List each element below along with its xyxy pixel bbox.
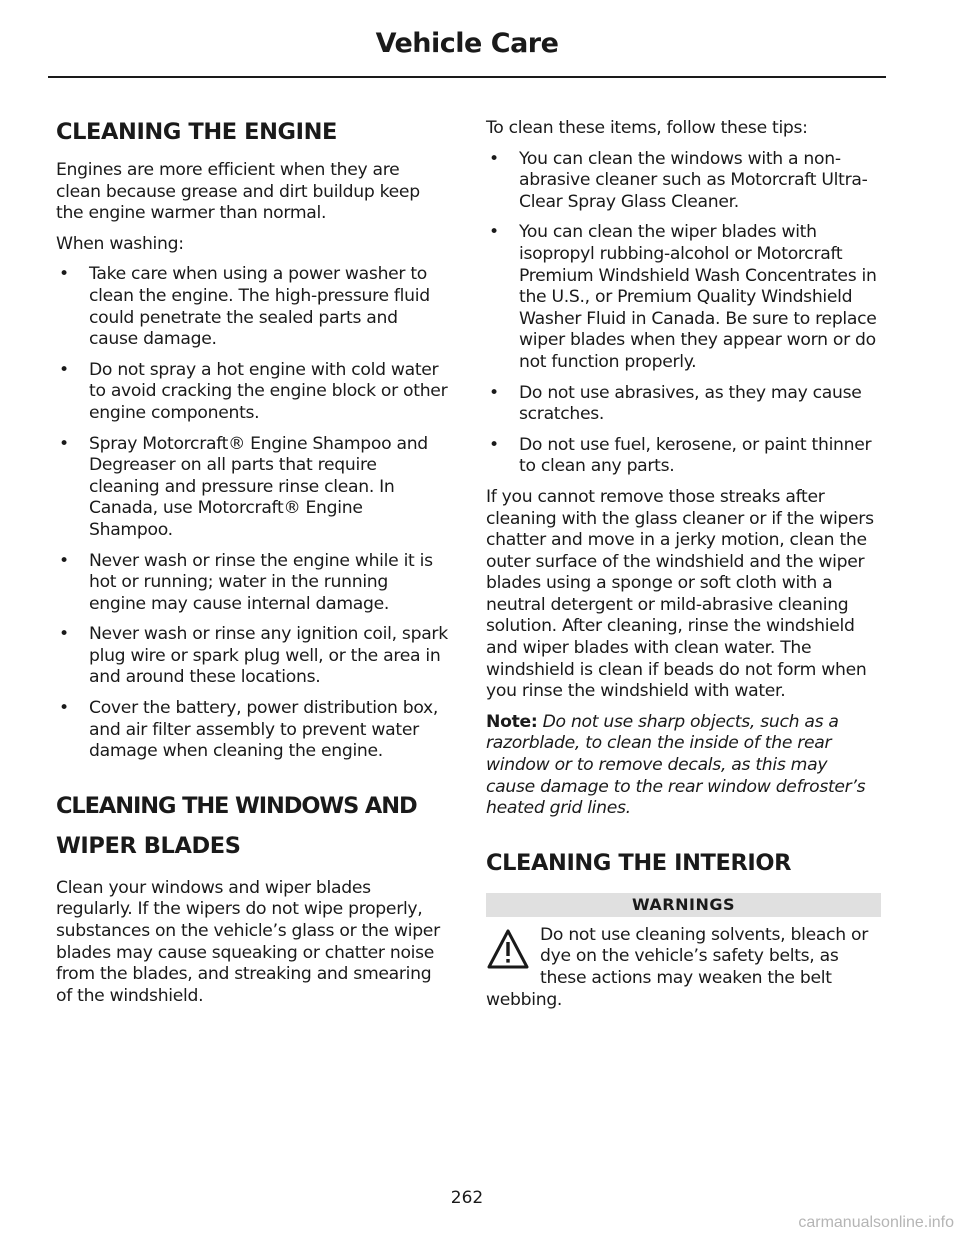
- section-heading-engine: CLEANING THE ENGINE: [56, 119, 337, 145]
- list-item-text: You can clean the windows with a non-abrasive cleaner such as Motorcraft Ultra-Clear Spray Glass Cleaner.: [519, 148, 868, 212]
- windows-intro: Clean your windows and wiper blades regularly. If the wipers do not wipe properly, substances on the vehicle’s glass or the wiper blades may cause squeaking or chatter noise from the blades, and streaking and smearing of the windshield.: [56, 877, 440, 1006]
- warning-text: Do not use cleaning solvents, bleach or dye on the vehicle’s safety belts, as these actions may weaken the belt webbing.: [486, 924, 868, 1010]
- list-item: [486, 222, 881, 373]
- bullet-icon: •: [59, 550, 69, 571]
- list-item: [486, 383, 881, 426]
- list-item-text: Do not spray a hot engine with cold water to avoid cracking the engine block or other engine components.: [89, 359, 448, 423]
- list-item: [486, 435, 881, 478]
- bullet-icon: •: [59, 624, 69, 645]
- list-item: [56, 551, 449, 616]
- list-item: [56, 698, 449, 763]
- note-text: Do not use sharp objects, such as a razorblade, to clean the inside of the rear window or to remove decals, as this may cause damage to the rear window defroster’s heated grid lines.: [486, 711, 866, 819]
- warnings-title: WARNINGS: [486, 893, 881, 917]
- engine-bullet-list: [56, 264, 449, 762]
- list-item: [56, 434, 449, 542]
- list-item-text: Do not use fuel, kerosene, or paint thinner to clean any parts.: [519, 434, 872, 477]
- list-item: [56, 624, 449, 689]
- list-item: [56, 360, 449, 425]
- watermark: carmanualsonline.info: [798, 1214, 954, 1231]
- note-label: Note:: [486, 711, 538, 732]
- bullet-icon: •: [59, 698, 69, 719]
- right-column: [486, 118, 881, 1011]
- bullet-icon: •: [489, 382, 499, 403]
- warning-body: [486, 925, 881, 1011]
- page-number: 262: [450, 1188, 484, 1208]
- warnings-box: [486, 893, 881, 1011]
- list-item-text: Take care when using a power washer to clean the engine. The high-pressure fluid could penetrate the sealed parts and cause damage.: [89, 264, 430, 350]
- list-item: [486, 149, 881, 214]
- windows-streaks-paragraph: If you cannot remove those streaks after cleaning with the glass cleaner or if the wipers chatter and move in a jerky motion, clean the outer surface of the windshield and the wiper blades using a sponge or soft cloth with a neutral detergent or mild-abrasive cleaning solution. After cleaning, rinse the windshield and wiper blades with clean water. The windshield is clean if beads do not form when you rinse the windshield with water.: [486, 486, 874, 702]
- left-column: [56, 112, 449, 1016]
- engine-when-washing: When washing:: [56, 233, 184, 254]
- section-heading-windows-line2: WIPER BLADES: [56, 832, 241, 859]
- bullet-icon: •: [59, 433, 69, 454]
- windows-tips-intro: To clean these items, follow these tips:: [486, 118, 808, 138]
- header-divider: [48, 76, 886, 78]
- bullet-icon: •: [489, 148, 499, 169]
- list-item-text: Spray Motorcraft® Engine Shampoo and Degreaser on all parts that require cleaning and pressure rinse clean. In Canada, use Motorcraft® Engine Shampoo.: [89, 433, 428, 540]
- windows-note: [486, 712, 881, 820]
- list-item-text: Never wash or rinse any ignition coil, spark plug wire or spark plug well, or the area in and around these locations.: [89, 624, 448, 688]
- section-heading-interior: CLEANING THE INTERIOR: [486, 849, 792, 876]
- list-item-text: Cover the battery, power distribution box, and air filter assembly to prevent water damage when cleaning the engine.: [89, 698, 439, 762]
- bullet-icon: •: [489, 222, 499, 243]
- windows-bullet-list: [486, 149, 881, 478]
- list-item-text: Never wash or rinse the engine while it is hot or running; water in the running engine may cause internal damage.: [89, 550, 433, 614]
- section-heading-windows-line1: CLEANING THE WINDOWS AND: [56, 792, 417, 819]
- bullet-icon: •: [59, 264, 69, 285]
- page-header-title: Vehicle Care: [375, 28, 559, 59]
- engine-intro: Engines are more efficient when they are clean because grease and dirt buildup keep the engine warmer than normal.: [56, 160, 420, 224]
- bullet-icon: •: [489, 434, 499, 455]
- list-item: [56, 264, 449, 350]
- list-item-text: Do not use abrasives, as they may cause scratches.: [519, 382, 862, 425]
- warning-triangle-icon: [486, 927, 530, 973]
- list-item-text: You can clean the wiper blades with isopropyl rubbing-alcohol or Motorcraft Premium Windshield Wash Concentrates in the U.S., or Premium Quality Windshield Washer Fluid in Canada. Be sure to replace wiper blades when they appear worn or do not function properly.: [519, 222, 877, 372]
- bullet-icon: •: [59, 359, 69, 380]
